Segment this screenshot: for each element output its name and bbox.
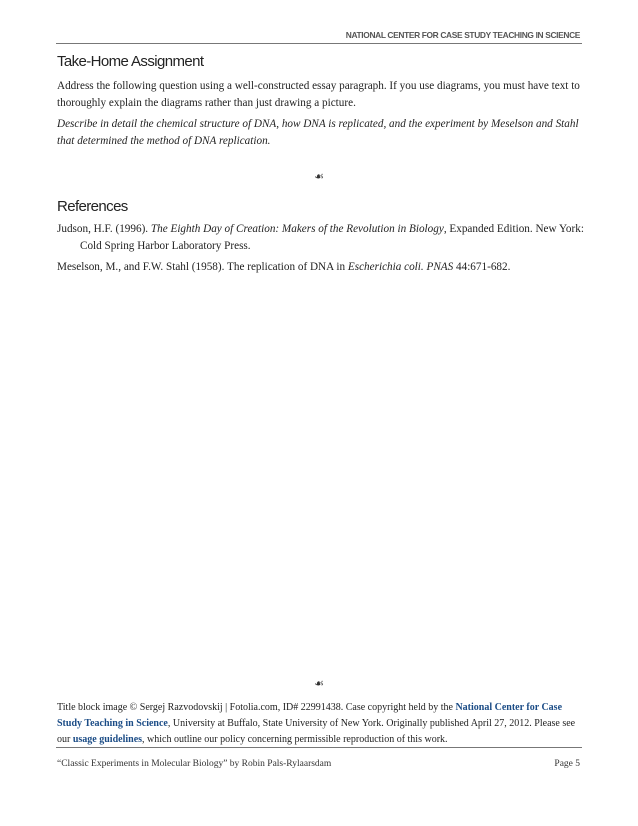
ref2-rest: 44:671-682. <box>453 261 511 273</box>
credit-part3: , which outline our policy concerning permissible reproduction of this work. <box>142 734 448 745</box>
section-ornament: ☙ <box>314 678 324 690</box>
ref1-title: The Eighth Day of Creation: Makers of the Revolution in Biology <box>150 223 444 235</box>
reference-item <box>57 259 606 276</box>
references-heading: References <box>57 198 128 215</box>
ref1-authors: Judson, H.F. (1996). <box>57 223 151 235</box>
nccsts-link[interactable]: National Center for Case Study Teaching in Science <box>57 702 563 729</box>
ref2-authors: Meselson, M., and F.W. Stahl (1958). The replication of DNA in <box>57 261 348 273</box>
ref1-rest: , Expanded Edition. New York: Cold Spring Harbor Laboratory Press. <box>80 223 584 252</box>
credit-note <box>57 700 583 748</box>
assignment-heading: Take-Home Assignment <box>57 53 204 70</box>
footer-title: “Classic Experiments in Molecular Biology” by Robin Pals-Rylaarsdam <box>57 759 332 769</box>
ref2-species: Escherichia coli. PNAS <box>347 261 454 273</box>
section-ornament: ☙ <box>314 171 324 183</box>
running-header: NATIONAL CENTER FOR CASE STUDY TEACHING IN SCIENCE <box>345 30 580 40</box>
reference-item <box>57 221 606 255</box>
assignment-intro: Address the following question using a well-constructed essay paragraph. If you use diagrams, you must have text to thoroughly explain the diagrams rather than just drawing a picture. <box>57 80 580 109</box>
credit-part1: Title block image © Sergej Razvodovskij | Fotolia.com, ID# 22991438. Case copyright held by the <box>57 702 456 713</box>
usage-guidelines-link[interactable]: usage guidelines <box>72 734 143 745</box>
page-number: Page 5 <box>554 759 580 769</box>
assignment-question: Describe in detail the chemical structure of DNA, how DNA is replicated, and the experiment by Meselson and Stahl that determined the method of DNA replication. <box>57 118 579 147</box>
header-rule <box>56 43 582 44</box>
credit-part2: , University at Buffalo, State University of New York. Originally published April 27, 2012. Please see our <box>57 718 576 745</box>
footer-rule <box>56 747 582 748</box>
